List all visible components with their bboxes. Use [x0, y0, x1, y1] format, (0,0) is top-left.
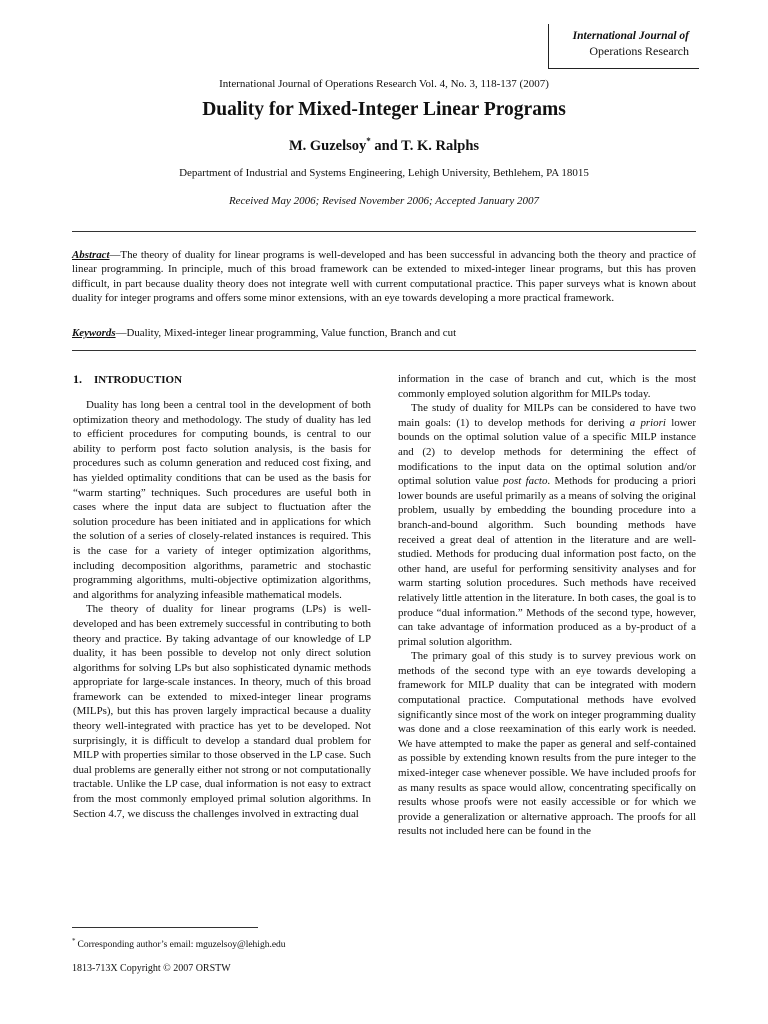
footnote-marker: *: [72, 937, 76, 945]
paragraph-text: . Methods for producing a priori lower bounds are useful primarily as a means of solving the original problem, usually by embedding the bounding procedure into a branch-and-bound algorithm. Such bounding methods have received a great deal of attention in the literature and are well-studied. Methods for producing dual information post facto, on the other hand, are useful for performing sensitivity analyses and for warm starting solution procedures. Such methods have received relatively little attention in the literature. In both cases, the goal is to produce “dual information.” Methods of the second type, however, can take advantage of information produced as a by-product of a primal solution algorithm.: [398, 475, 697, 648]
emphasis-text: post facto: [503, 475, 548, 488]
paragraph: [398, 401, 696, 649]
authors: [0, 136, 768, 155]
submission-dates: Received May 2006; Revised November 2006; Accepted January 2007: [228, 195, 540, 207]
corresponding-author-marker: *: [366, 136, 371, 146]
journal-masthead: [548, 24, 699, 69]
abstract-dash: —: [109, 249, 121, 261]
abstract: [72, 248, 696, 306]
divider-bottom: [72, 350, 696, 351]
paragraph: The theory of duality for linear programs (LPs) is well-developed and has been extremely successful in contributing to both theory and practice. By taking advantage of our knowledge of LP duality, it has been possible to develop not only direct solution algorithms for solving LPs but also sophisticated dynamic methods appropriate for large-scale instances. In theory, much of this broad framework can be extended to mixed-integer linear programs (MILPs), but this has proven largely impractical because a duality theory well-integrated with practice has yet to be developed. Not surprisingly, it is difficult to develop a standard dual problem for MILP with properties similar to those observed in the LP case. Such dual problems are generally either not strong or not computationally tractable. Unlike the LP case, dual information is not easy to extract from the most commonly employed primal solution algorithms. In Section 4.7, we discuss the challenges involved in extracting dual: [73, 603, 371, 820]
author-connector: and: [370, 138, 402, 154]
section-heading: [73, 372, 371, 387]
affiliation: Department of Industrial and Systems Engineering, Lehigh University, Bethlehem, PA 18015: [179, 167, 589, 179]
left-column-body: [73, 398, 371, 821]
abstract-text: The theory of duality for linear programs is well-developed and has been successful in advancing both the theory and practice of linear programming. In principle, much of this broad framework can be extended to mixed-integer linear programs, but this has proven difficult, in part because duality theory does not integrate well with current computational practice. This paper surveys what is known about duality for integer programs and offers some minor extensions, with an eye towards developing a more practical framework.: [72, 249, 696, 305]
right-column: [398, 372, 696, 839]
keywords-dash: —: [115, 327, 127, 339]
divider-top: [72, 231, 696, 232]
section-number: 1.: [73, 372, 82, 386]
copyright: 1813-713X Copyright © 2007 ORSTW: [72, 963, 231, 974]
keywords: [72, 326, 696, 340]
abstract-label: Abstract: [72, 249, 110, 261]
author-1: M. Guzelsoy: [288, 138, 367, 154]
footnote: [72, 937, 286, 950]
journal-name-line2: Operations Research: [589, 44, 689, 58]
left-column: [73, 372, 371, 821]
journal-name-line1: International Journal of: [572, 30, 689, 42]
keywords-label: Keywords: [72, 327, 116, 339]
paragraph-text: The primary goal of this study is to survey previous work on methods of the second type with an eye towards developing a framework for MILP duality that can be integrated with modern computational practice. Computational methods have evolved significantly since most of the work on integer programming duality was done and a close reexamination of this early work is needed. We have attempted to make the paper as general and self-contained as possible by extending known results from the pure integer to the mixed-integer case whenever possible. We have included proofs for as many results as space would allow, concentrating specifically on results whose proofs were not easily accessible or for which we provide a generalization or alternative approach. The proofs for all results not included here can be found in the: [398, 650, 696, 838]
footnote-divider: [72, 927, 258, 928]
paragraph-text: information in the case of branch and cut, which is the most commonly employed solution algorithm for MILPs today.: [398, 373, 696, 400]
footnote-text: Corresponding author’s email: mguzelsoy@lehigh.edu: [77, 940, 286, 950]
section-title: INTRODUCTION: [94, 374, 183, 386]
paragraph-text: The study of duality for MILPs can be considered to have two main goals: (1) to develop methods for deriving: [398, 402, 696, 429]
emphasis-text: a priori: [629, 416, 666, 429]
paper-title: Duality for Mixed-Integer Linear Programs: [202, 99, 566, 120]
paragraph: Duality has long been a central tool in the development of both optimization theory and methodology. The study of duality has led to efficient procedures for computing bounds, is central to our ability to perform post facto solution analysis, is the basis for procedures such as column generation and reduced cost fixing, and has yielded optimality conditions that can be used as the basis for “warm starting” techniques. Such procedures are useful both in cases where the input data are subject to fluctuation after the solution procedure has been initiated and in applications for which the solution of a series of closely-related instances is required. This is the case for a variety of integer optimization algorithms, including decomposition algorithms, parametric and stochastic programming algorithms, multi-objective optimization algorithms, and algorithms for analyzing infeasible mathematical models.: [73, 399, 371, 601]
author-2: T. K. Ralphs: [401, 138, 480, 154]
paragraph: [398, 649, 696, 839]
citation-line: International Journal of Operations Research Vol. 4, No. 3, 118-137 (2007): [219, 78, 549, 90]
paragraph-text: lower bounds on the optimal solution value of a specific MILP instance and (2) to develop methods for determining the effect of modifications to the input data on the optimal solution and/or optimal solution value: [398, 416, 696, 488]
keywords-text: Duality, Mixed-integer linear programming, Value function, Branch and cut: [126, 327, 457, 339]
paragraph: [398, 372, 696, 401]
